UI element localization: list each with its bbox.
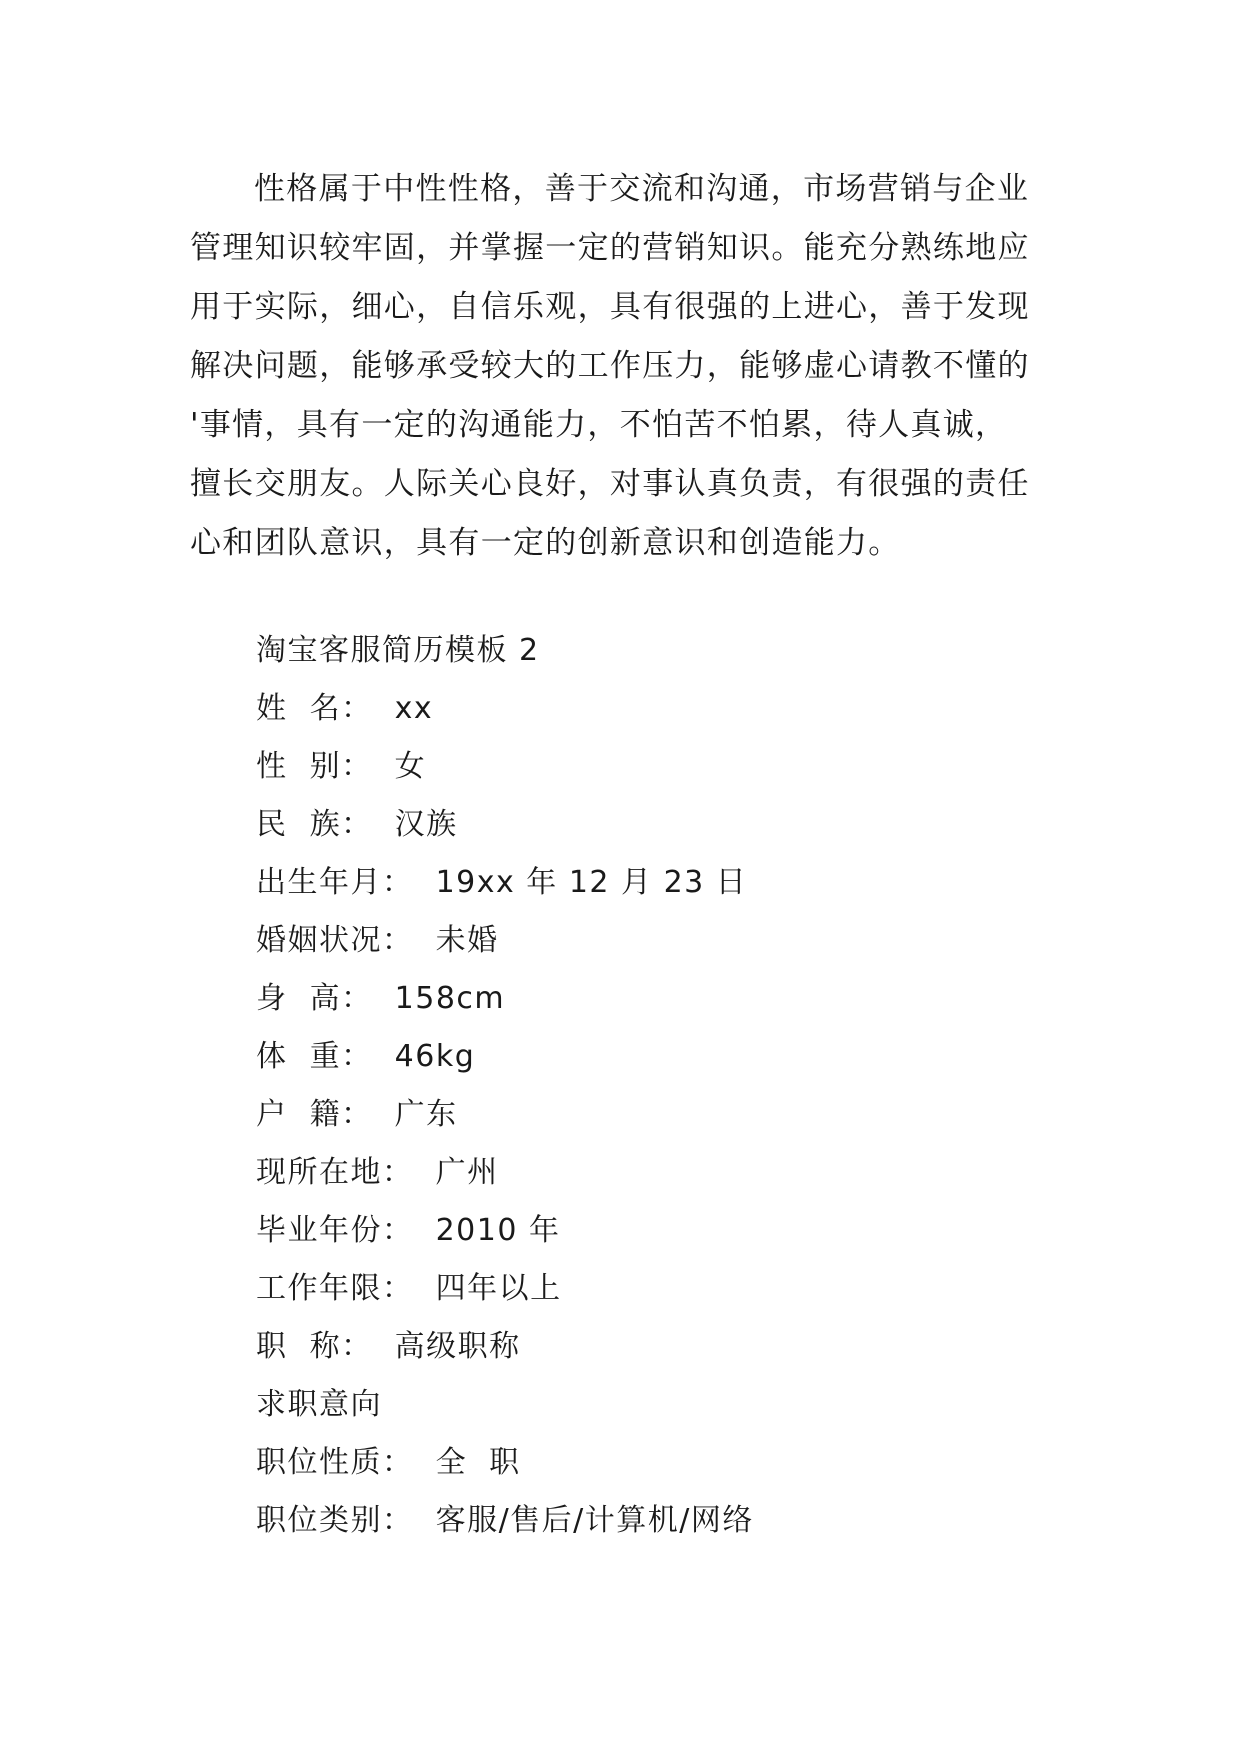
field-graduation-year: 毕业年份： 2010 年 [256,1213,561,1248]
intro-paragraph [190,160,1050,573]
field-ethnicity: 民 族： 汉族 [256,807,458,842]
field-birth-date: 出生年月： 19xx 年 12 月 23 日 [256,865,748,900]
paragraph-line: 心和团队意识，具有一定的创新意识和创造能力。 [190,525,901,561]
paragraph-line: 擅长交朋友。人际关心良好，对事认真负责，有很强的责任 [190,466,1030,502]
paragraph-line: 性格属于中性性格，善于交流和沟通，市场营销与企业 [254,171,1030,207]
field-title: 职 称： 高级职称 [256,1329,521,1364]
field-hometown: 户 籍： 广东 [256,1097,458,1132]
paragraph-line: 管理知识较牢固，并掌握一定的营销知识。能充分熟练地应 [190,230,1030,266]
field-height: 身 高： 158cm [256,981,506,1016]
resume-section [256,622,1056,1550]
field-weight: 体 重： 46kg [256,1039,476,1074]
field-name: 姓 名： xx [256,691,434,726]
field-marital-status: 婚姻状况： 未婚 [256,923,499,958]
job-intention-heading: 求职意向 [256,1387,382,1422]
paragraph-line: 用于实际，细心，自信乐观，具有很强的上进心，善于发现 [190,289,1030,325]
field-gender: 性 别： 女 [256,749,427,784]
field-job-category: 职位类别： 客服/售后/计算机/网络 [256,1503,754,1538]
field-work-years: 工作年限： 四年以上 [256,1271,562,1306]
section-title: 淘宝客服简历模板 2 [256,633,540,668]
paragraph-line: 解决问题，能够承受较大的工作压力，能够虚心请教不懂的 [190,348,1030,384]
field-job-type: 职位性质： 全 职 [256,1445,521,1480]
field-current-location: 现所在地： 广州 [256,1155,499,1190]
paragraph-line: '事情，具有一定的沟通能力，不怕苦不怕累，待人真诚， [190,407,1008,443]
